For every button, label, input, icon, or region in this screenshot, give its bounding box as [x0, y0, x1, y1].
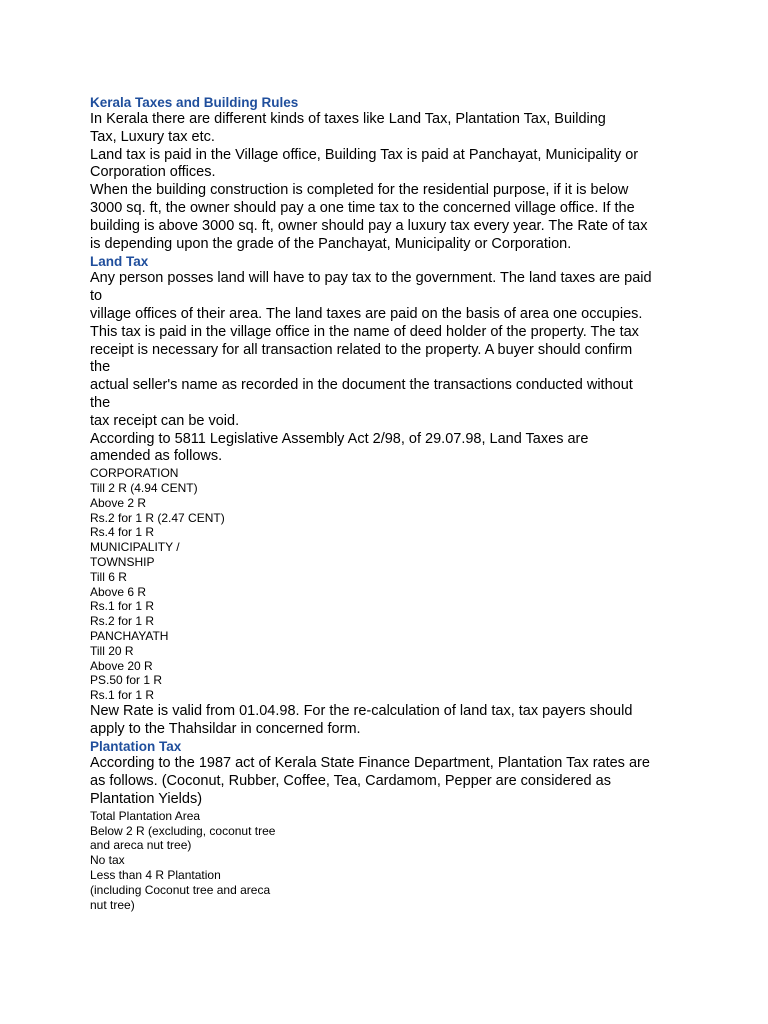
text-line: village offices of their area. The land taxes are paid on the basis of area one occupies. — [90, 305, 643, 322]
text-line: building is above 3000 sq. ft, owner should pay a luxury tax every year. The Rate of tax — [90, 217, 648, 234]
text-line: According to 5811 Legislative Assembly Act 2/98, of 29.07.98, Land Taxes are — [90, 430, 589, 447]
text-line: Tax, Luxury tax etc. — [90, 128, 215, 145]
text-line: Any person posses land will have to pay tax to the government. The land taxes are paid — [90, 270, 652, 287]
rate-item: CORPORATION — [90, 466, 179, 481]
intro-paragraph — [90, 111, 690, 253]
rate-item: Rs.4 for 1 R — [90, 525, 155, 540]
rate-item: Less than 4 R Plantation — [90, 868, 221, 883]
land-tax-rates-list — [90, 466, 690, 703]
text-line: receipt is necessary for all transaction related to the property. A buyer should confirm — [90, 341, 633, 358]
text-line: apply to the Thahsildar in concerned form. — [90, 720, 361, 737]
plantation-tax-rates-list — [90, 809, 690, 913]
text-line: actual seller's name as recorded in the document the transactions conducted without — [90, 377, 633, 394]
rate-item: Above 2 R — [90, 495, 147, 510]
text-line: is depending upon the grade of the Panchayat, Municipality or Corporation. — [90, 235, 572, 252]
text-line: as follows. (Coconut, Rubber, Coffee, Tea, Cardamom, Pepper are considered as — [90, 773, 611, 790]
plantation-tax-heading: Plantation Tax — [90, 739, 182, 755]
text-line: amended as follows. — [90, 448, 223, 465]
rate-item: Till 6 R — [90, 569, 127, 584]
text-line: Land tax is paid in the Village office, Building Tax is paid at Panchayat, Municipality or — [90, 146, 639, 163]
text-line: In Kerala there are different kinds of taxes like Land Tax, Plantation Tax, Building — [90, 111, 606, 127]
document-title: Kerala Taxes and Building Rules — [90, 95, 299, 110]
rate-item: TOWNSHIP — [90, 554, 155, 569]
rate-item: PANCHAYATH — [90, 628, 169, 643]
rate-item: Rs.2 for 1 R — [90, 614, 155, 629]
rate-item: No tax — [90, 853, 125, 868]
text-line: When the building construction is completed for the residential purpose, if it is below — [90, 182, 629, 199]
land-tax-footer — [90, 703, 690, 739]
rate-item: Rs.2 for 1 R (2.47 CENT) — [90, 510, 225, 525]
rate-item: and areca nut tree) — [90, 838, 192, 853]
text-line: the — [90, 394, 111, 411]
text-line: to — [90, 288, 103, 305]
text-line: According to the 1987 act of Kerala State Finance Department, Plantation Tax rates are — [90, 755, 650, 772]
text-line: tax receipt can be void. — [90, 412, 240, 429]
rate-item: Till 20 R — [90, 643, 134, 658]
text-line: Plantation Yields) — [90, 791, 203, 808]
text-line: 3000 sq. ft, the owner should pay a one time tax to the concerned village office. If the — [90, 199, 635, 216]
rate-item: Till 2 R (4.94 CENT) — [90, 480, 198, 495]
text-line: Corporation offices. — [90, 164, 216, 181]
rate-item: MUNICIPALITY / — [90, 540, 180, 555]
text-line: New Rate is valid from 01.04.98. For the re-calculation of land tax, tax payers should — [90, 702, 633, 719]
rate-item: (including Coconut tree and areca — [90, 882, 271, 897]
rate-item: Rs.1 for 1 R — [90, 688, 155, 703]
land-tax-heading: Land Tax — [90, 254, 149, 270]
rate-item: Below 2 R (excluding, coconut tree — [90, 823, 276, 838]
plantation-tax-paragraph — [90, 755, 690, 808]
text-line: This tax is paid in the village office in the name of deed holder of the property. The tax — [90, 323, 639, 340]
rate-item: Rs.1 for 1 R — [90, 599, 155, 614]
rate-item: PS.50 for 1 R — [90, 673, 163, 688]
text-line: the — [90, 359, 111, 376]
rate-item: Above 6 R — [90, 584, 147, 599]
rate-item: Above 20 R — [90, 658, 153, 673]
rate-item: Total Plantation Area — [90, 808, 201, 823]
land-tax-paragraph — [90, 270, 690, 466]
rate-item: nut tree) — [90, 897, 135, 912]
document-page — [90, 94, 690, 912]
